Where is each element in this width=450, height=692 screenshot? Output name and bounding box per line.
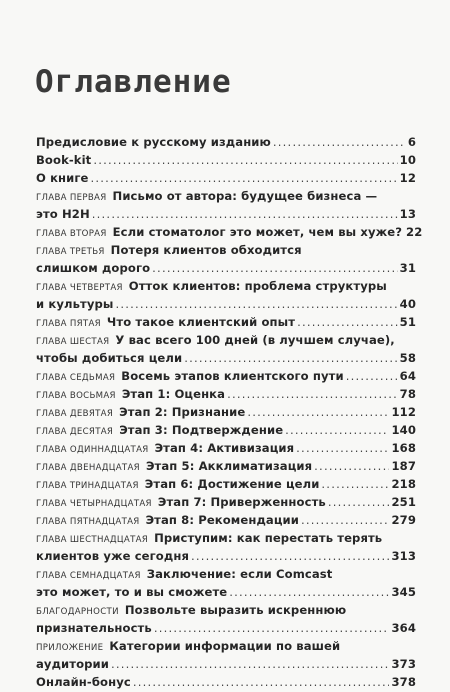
entry-title: Онлайн-бонус xyxy=(36,675,131,689)
toc-entry[interactable] xyxy=(36,223,423,241)
toc-entry-line xyxy=(36,331,416,349)
page-number: 13 xyxy=(399,207,416,221)
dot-leader xyxy=(321,475,389,493)
entry-title: и культуры xyxy=(36,297,114,311)
chapter-label: ГЛАВА ДЕВЯТАЯ xyxy=(36,409,114,419)
chapter-label: ГЛАВА ШЕСТАЯ xyxy=(36,337,110,347)
toc-entry[interactable] xyxy=(36,403,416,421)
page-number: 373 xyxy=(391,657,416,671)
toc-entry-line xyxy=(36,403,416,421)
toc-entry[interactable] xyxy=(36,187,416,223)
dot-leader xyxy=(229,583,389,601)
toc-entry-line xyxy=(36,385,416,403)
toc-entry-line xyxy=(36,367,416,385)
dot-leader xyxy=(191,547,389,565)
entry-title: это H2H xyxy=(36,207,90,221)
entry-title: аудитории xyxy=(36,657,109,671)
toc-entry-line xyxy=(36,673,416,691)
dot-leader xyxy=(346,367,398,385)
chapter-label: БЛАГОДАРНОСТИ xyxy=(36,607,119,617)
dot-leader xyxy=(285,421,389,439)
toc-entry[interactable] xyxy=(36,151,416,169)
entry-title: признательность xyxy=(36,621,152,635)
dot-leader xyxy=(247,403,389,421)
toc-entry[interactable] xyxy=(36,241,416,277)
chapter-label: ГЛАВА ДВЕНАДЦАТАЯ xyxy=(36,463,140,473)
page-title: Оглавление xyxy=(35,64,232,100)
toc-entry[interactable] xyxy=(36,493,416,511)
toc-entry-line xyxy=(36,439,416,457)
entry-title: это может, то и вы сможете xyxy=(36,585,228,599)
entry-title: Этап 8: Рекомендации xyxy=(145,513,299,527)
toc-entry-line xyxy=(36,151,416,169)
page-number: 78 xyxy=(399,387,416,401)
chapter-label: ГЛАВА ЧЕТЫРНАДЦАТАЯ xyxy=(36,499,152,509)
toc-entry[interactable] xyxy=(36,565,416,601)
page-number: 378 xyxy=(391,675,416,689)
toc-entry[interactable] xyxy=(36,133,416,151)
dot-leader xyxy=(92,205,398,223)
entry-title: Этап 5: Акклиматизация xyxy=(145,459,313,473)
page-number: 40 xyxy=(399,297,416,311)
page-number: 345 xyxy=(391,585,416,599)
dot-leader xyxy=(297,313,398,331)
page-number: 112 xyxy=(391,405,416,419)
table-of-contents xyxy=(36,133,423,691)
entry-title: Приступим: как перестать терять xyxy=(154,531,383,545)
entry-title: Если стоматолог это может, чем вы хуже? xyxy=(112,225,403,239)
page-number: 313 xyxy=(391,549,416,563)
chapter-label: ГЛАВА ТРИНАДЦАТАЯ xyxy=(36,481,139,491)
entry-title: Book-kit xyxy=(36,153,92,167)
entry-title: Этап 4: Активизация xyxy=(154,441,295,455)
dot-leader xyxy=(273,133,406,151)
chapter-label: ГЛАВА ОДИННАДЦАТАЯ xyxy=(36,445,149,455)
toc-entry-line xyxy=(36,313,416,331)
toc-entry-line xyxy=(36,601,416,619)
dot-leader xyxy=(296,439,389,457)
toc-entry[interactable] xyxy=(36,277,416,313)
chapter-label: ГЛАВА ВТОРАЯ xyxy=(36,229,107,239)
entry-title: Отток клиентов: проблема структуры xyxy=(128,279,387,293)
toc-entry-line xyxy=(36,241,416,259)
page-number: 31 xyxy=(399,261,416,275)
dot-leader xyxy=(328,493,390,511)
entry-title: Письмо от автора: будущее бизнеса — xyxy=(112,189,378,203)
chapter-label: ГЛАВА ТРЕТЬЯ xyxy=(36,247,105,257)
page-number: 168 xyxy=(391,441,416,455)
toc-entry-line xyxy=(36,475,416,493)
dot-leader xyxy=(133,673,390,691)
toc-entry[interactable] xyxy=(36,313,416,331)
entry-title: Потеря клиентов обходится xyxy=(110,243,302,257)
page-number: 364 xyxy=(391,621,416,635)
chapter-label: ГЛАВА ДЕСЯТАЯ xyxy=(36,427,114,437)
toc-entry[interactable] xyxy=(36,637,416,673)
toc-entry-line xyxy=(36,493,416,511)
chapter-label: ГЛАВА ВОСЬМАЯ xyxy=(36,391,116,401)
entry-title: Что такое клиентский опыт xyxy=(106,315,296,329)
toc-entry-line xyxy=(36,655,416,673)
entry-title: чтобы добиться цели xyxy=(36,351,183,365)
entry-title: Этап 2: Признание xyxy=(119,405,246,419)
entry-title: клиентов уже сегодня xyxy=(36,549,189,563)
entry-title: Этап 3: Подтверждение xyxy=(119,423,284,437)
chapter-label: ГЛАВА ПЯТАЯ xyxy=(36,319,101,329)
page-number: 58 xyxy=(399,351,416,365)
page-number: 279 xyxy=(391,513,416,527)
dot-leader xyxy=(184,349,397,367)
toc-entry[interactable] xyxy=(36,673,416,691)
page-number: 51 xyxy=(399,315,416,329)
toc-entry[interactable] xyxy=(36,439,416,457)
dot-leader xyxy=(152,259,397,277)
toc-entry[interactable] xyxy=(36,601,416,637)
chapter-label: ГЛАВА ЧЕТВЕРТАЯ xyxy=(36,283,123,293)
page-number: 218 xyxy=(391,477,416,491)
entry-title: Заключение: если Comcast xyxy=(146,567,333,581)
entry-title: Этап 7: Приверженность xyxy=(157,495,326,509)
dot-leader xyxy=(314,457,389,475)
dot-leader xyxy=(91,169,398,187)
toc-entry-line xyxy=(36,619,416,637)
toc-entry-line xyxy=(36,349,416,367)
entry-title: Категории информации по вашей xyxy=(109,639,341,653)
toc-entry[interactable] xyxy=(36,475,416,493)
page-number: 10 xyxy=(399,153,416,167)
toc-entry-line xyxy=(36,277,416,295)
toc-entry[interactable] xyxy=(36,529,416,565)
toc-entry-line xyxy=(36,205,416,223)
toc-entry[interactable] xyxy=(36,169,416,187)
entry-title: Предисловие к русскому изданию xyxy=(36,135,271,149)
toc-entry[interactable] xyxy=(36,457,416,475)
toc-entry-line xyxy=(36,511,416,529)
toc-entry-line xyxy=(36,547,416,565)
entry-title: Позвольте выразить искреннюю xyxy=(124,603,347,617)
toc-entry-line xyxy=(36,457,416,475)
dot-leader xyxy=(154,619,390,637)
page-number: 6 xyxy=(407,135,416,149)
entry-title: У вас всего 100 дней (в лучшем случае), xyxy=(115,333,395,347)
page-number: 187 xyxy=(391,459,416,473)
dot-leader xyxy=(301,511,389,529)
toc-entry[interactable] xyxy=(36,331,416,367)
toc-entry-line xyxy=(36,133,416,151)
toc-entry-line xyxy=(36,295,416,313)
entry-title: слишком дорого xyxy=(36,261,151,275)
chapter-label: ГЛАВА СЕМНАДЦАТАЯ xyxy=(36,571,141,581)
chapter-label: ГЛАВА СЕДЬМАЯ xyxy=(36,373,116,383)
toc-entry-line xyxy=(36,637,416,655)
toc-entry-line xyxy=(36,169,416,187)
chapter-label: ГЛАВА ПЯТНАДЦАТАЯ xyxy=(36,517,140,527)
page-number: 251 xyxy=(391,495,416,509)
toc-entry[interactable] xyxy=(36,367,416,385)
toc-entry-line xyxy=(36,259,416,277)
dot-leader xyxy=(115,295,397,313)
toc-entry[interactable] xyxy=(36,421,416,439)
chapter-label: ГЛАВА ШЕСТНАДЦАТАЯ xyxy=(36,535,149,545)
entry-title: Восемь этапов клиентского пути xyxy=(121,369,344,383)
page-number: 12 xyxy=(399,171,416,185)
entry-title: Этап 1: Оценка xyxy=(121,387,226,401)
toc-entry-line xyxy=(36,421,416,439)
toc-entry-line xyxy=(36,187,416,205)
page-number: 22 xyxy=(406,225,423,239)
toc-entry-line xyxy=(36,529,416,547)
entry-title: Этап 6: Достижение цели xyxy=(144,477,320,491)
toc-entry-line xyxy=(36,565,416,583)
entry-title: О книге xyxy=(36,171,89,185)
dot-leader xyxy=(227,385,398,403)
toc-entry[interactable] xyxy=(36,511,416,529)
page-number: 140 xyxy=(391,423,416,437)
chapter-label: ПРИЛОЖЕНИЕ xyxy=(36,643,104,653)
dot-leader xyxy=(111,655,389,673)
dot-leader xyxy=(93,151,397,169)
toc-entry-line xyxy=(36,583,416,601)
page-number: 64 xyxy=(399,369,416,383)
chapter-label: ГЛАВА ПЕРВАЯ xyxy=(36,193,107,203)
toc-entry[interactable] xyxy=(36,385,416,403)
toc-entry-line xyxy=(36,223,423,241)
